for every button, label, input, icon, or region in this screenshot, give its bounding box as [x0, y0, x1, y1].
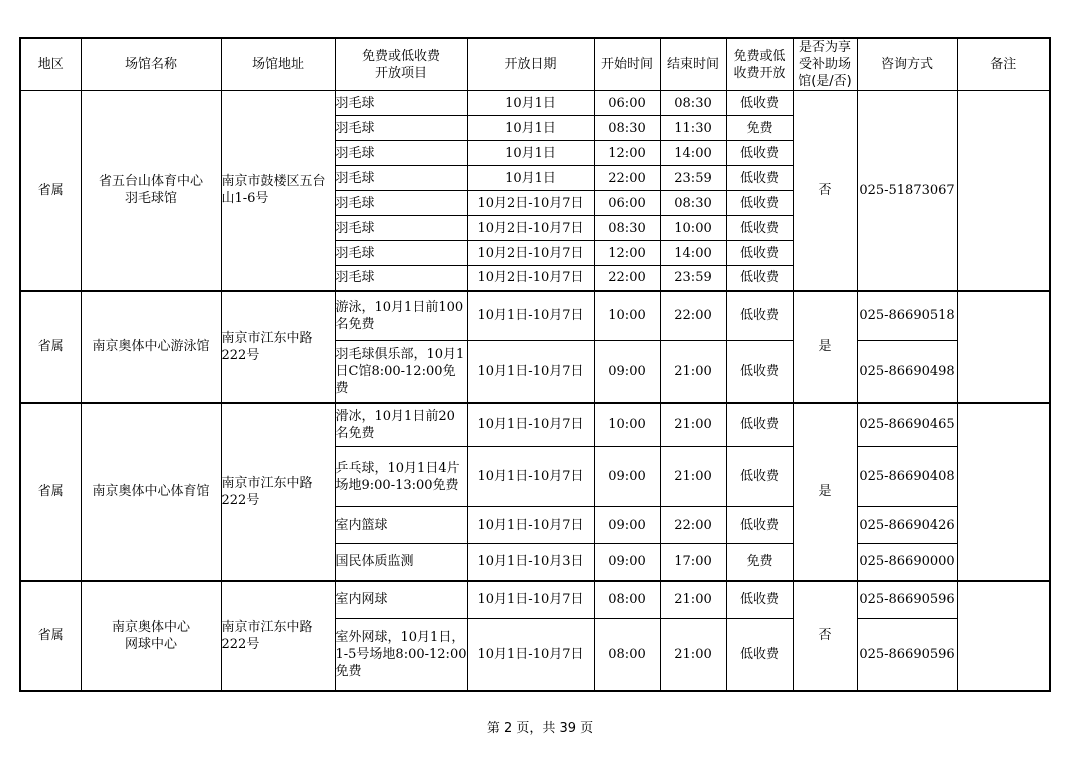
open-date-cell: 10月1日 [467, 91, 594, 116]
header-remarks: 备注 [957, 38, 1050, 91]
open-date-cell: 10月1日-10月7日 [467, 403, 594, 447]
open-item-cell: 乒乓球，10月1日4片场地9:00-13:00免费 [335, 447, 467, 507]
open-item-cell: 室内篮球 [335, 507, 467, 544]
open-item-cell: 室内网球 [335, 581, 467, 619]
venue-address-cell: 南京市江东中路222号 [221, 403, 335, 581]
contact-cell: 025-51873067 [857, 91, 957, 291]
open-date-cell: 10月1日-10月7日 [467, 507, 594, 544]
end-time-cell: 17:00 [660, 544, 726, 581]
remarks-cell [957, 91, 1050, 291]
contact-cell: 025-86690000 [857, 544, 957, 581]
region-cell: 省属 [20, 291, 81, 403]
open-date-cell: 10月1日 [467, 166, 594, 191]
start-time-cell: 09:00 [594, 447, 660, 507]
header-address: 场馆地址 [221, 38, 335, 91]
start-time-cell: 08:30 [594, 216, 660, 241]
fee-type-cell: 低收费 [726, 619, 793, 691]
fee-type-cell: 低收费 [726, 216, 793, 241]
start-time-cell: 22:00 [594, 166, 660, 191]
header-fee: 免费或低 收费开放 [726, 38, 793, 91]
start-time-cell: 10:00 [594, 291, 660, 341]
open-item-cell: 羽毛球 [335, 141, 467, 166]
open-item-cell: 室外网球，10月1日，1-5号场地8:00-12:00免费 [335, 619, 467, 691]
open-date-cell: 10月1日-10月7日 [467, 447, 594, 507]
remarks-cell [957, 403, 1050, 581]
start-time-cell: 09:00 [594, 544, 660, 581]
fee-type-cell: 低收费 [726, 241, 793, 266]
venue-table [19, 37, 1051, 692]
contact-cell: 025-86690498 [857, 341, 957, 403]
open-date-cell: 10月1日 [467, 116, 594, 141]
subsidized-cell: 否 [793, 581, 857, 691]
region-cell: 省属 [20, 581, 81, 691]
table-row [20, 403, 1050, 447]
open-date-cell: 10月2日-10月7日 [467, 266, 594, 291]
open-item-cell: 国民体质监测 [335, 544, 467, 581]
remarks-cell [957, 291, 1050, 403]
end-time-cell: 23:59 [660, 266, 726, 291]
open-item-cell: 羽毛球 [335, 266, 467, 291]
open-item-cell: 羽毛球 [335, 216, 467, 241]
venue-name-cell: 南京奥体中心 网球中心 [81, 581, 221, 691]
contact-cell: 025-86690426 [857, 507, 957, 544]
end-time-cell: 23:59 [660, 166, 726, 191]
end-time-cell: 22:00 [660, 291, 726, 341]
end-time-cell: 10:00 [660, 216, 726, 241]
open-item-cell: 羽毛球 [335, 191, 467, 216]
open-item-cell: 滑冰，10月1日前20名免费 [335, 403, 467, 447]
fee-type-cell: 低收费 [726, 141, 793, 166]
header-start: 开始时间 [594, 38, 660, 91]
open-date-cell: 10月1日-10月7日 [467, 581, 594, 619]
end-time-cell: 21:00 [660, 341, 726, 403]
contact-cell: 025-86690465 [857, 403, 957, 447]
end-time-cell: 11:30 [660, 116, 726, 141]
header-contact: 咨询方式 [857, 38, 957, 91]
venue-address-cell: 南京市鼓楼区五台山1-6号 [221, 91, 335, 291]
fee-type-cell: 低收费 [726, 291, 793, 341]
open-date-cell: 10月1日 [467, 141, 594, 166]
start-time-cell: 09:00 [594, 507, 660, 544]
remarks-cell [957, 581, 1050, 691]
table-row [20, 91, 1050, 116]
end-time-cell: 08:30 [660, 191, 726, 216]
subsidized-cell: 是 [793, 291, 857, 403]
header-region: 地区 [20, 38, 81, 91]
header-subsidized: 是否为享 受补助场 馆(是/否) [793, 38, 857, 91]
end-time-cell: 08:30 [660, 91, 726, 116]
header-date: 开放日期 [467, 38, 594, 91]
subsidized-cell: 是 [793, 403, 857, 581]
start-time-cell: 08:00 [594, 581, 660, 619]
region-cell: 省属 [20, 403, 81, 581]
end-time-cell: 14:00 [660, 141, 726, 166]
contact-cell: 025-86690596 [857, 581, 957, 619]
region-cell: 省属 [20, 91, 81, 291]
open-item-cell: 羽毛球 [335, 91, 467, 116]
subsidized-cell: 否 [793, 91, 857, 291]
end-time-cell: 21:00 [660, 619, 726, 691]
header-venue: 场馆名称 [81, 38, 221, 91]
open-item-cell: 游泳，10月1日前100名免费 [335, 291, 467, 341]
fee-type-cell: 低收费 [726, 266, 793, 291]
venue-name-cell: 省五台山体育中心 羽毛球馆 [81, 91, 221, 291]
start-time-cell: 22:00 [594, 266, 660, 291]
fee-type-cell: 低收费 [726, 581, 793, 619]
venue-address-cell: 南京市江东中路222号 [221, 291, 335, 403]
open-item-cell: 羽毛球 [335, 166, 467, 191]
venue-name-cell: 南京奥体中心游泳馆 [81, 291, 221, 403]
start-time-cell: 08:00 [594, 619, 660, 691]
open-item-cell: 羽毛球俱乐部，10月1日C馆8:00-12:00免费 [335, 341, 467, 403]
fee-type-cell: 免费 [726, 544, 793, 581]
fee-type-cell: 低收费 [726, 166, 793, 191]
venue-address-cell: 南京市江东中路222号 [221, 581, 335, 691]
open-date-cell: 10月1日-10月3日 [467, 544, 594, 581]
start-time-cell: 10:00 [594, 403, 660, 447]
contact-cell: 025-86690408 [857, 447, 957, 507]
contact-cell: 025-86690596 [857, 619, 957, 691]
venue-name-cell: 南京奥体中心体育馆 [81, 403, 221, 581]
header-row [20, 38, 1050, 91]
open-date-cell: 10月1日-10月7日 [467, 291, 594, 341]
start-time-cell: 06:00 [594, 191, 660, 216]
fee-type-cell: 低收费 [726, 191, 793, 216]
page-footer: 第 2 页，共 39 页 [486, 721, 594, 736]
fee-type-cell: 低收费 [726, 507, 793, 544]
open-date-cell: 10月2日-10月7日 [467, 216, 594, 241]
table-row [20, 291, 1050, 341]
fee-type-cell: 低收费 [726, 403, 793, 447]
open-item-cell: 羽毛球 [335, 241, 467, 266]
table-row [20, 581, 1050, 619]
open-item-cell: 羽毛球 [335, 116, 467, 141]
start-time-cell: 08:30 [594, 116, 660, 141]
fee-type-cell: 低收费 [726, 341, 793, 403]
fee-type-cell: 低收费 [726, 91, 793, 116]
end-time-cell: 21:00 [660, 403, 726, 447]
open-date-cell: 10月1日-10月7日 [467, 341, 594, 403]
end-time-cell: 14:00 [660, 241, 726, 266]
end-time-cell: 22:00 [660, 507, 726, 544]
end-time-cell: 21:00 [660, 447, 726, 507]
open-date-cell: 10月2日-10月7日 [467, 241, 594, 266]
start-time-cell: 12:00 [594, 141, 660, 166]
open-date-cell: 10月2日-10月7日 [467, 191, 594, 216]
start-time-cell: 09:00 [594, 341, 660, 403]
header-item: 免费或低收费 开放项目 [335, 38, 467, 91]
start-time-cell: 12:00 [594, 241, 660, 266]
contact-cell: 025-86690518 [857, 291, 957, 341]
fee-type-cell: 低收费 [726, 447, 793, 507]
end-time-cell: 21:00 [660, 581, 726, 619]
fee-type-cell: 免费 [726, 116, 793, 141]
start-time-cell: 06:00 [594, 91, 660, 116]
open-date-cell: 10月1日-10月7日 [467, 619, 594, 691]
header-end: 结束时间 [660, 38, 726, 91]
